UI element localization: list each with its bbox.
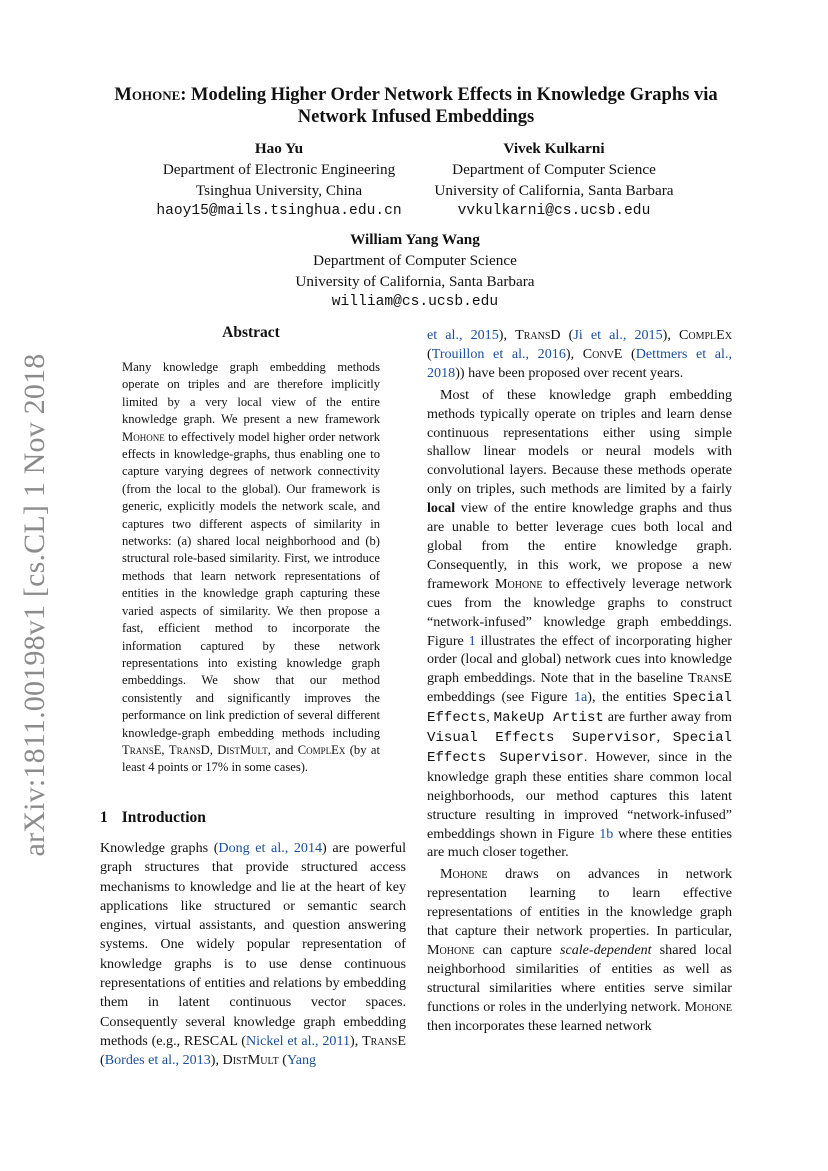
author-dept: Department of Computer Science xyxy=(452,161,656,178)
paragraph: Most of these knowledge graph embedding methods typically operate on triples and learn dense continuous representations either using simple shallow linear models or neural models with convolutional layers. Because these methods operate only on triples, such methods are limited by a fairly local view of the entire knowledge graphs and thus are unable to better leverage cues both local and global from the entire knowledge graph. Consequently, in this work, we propose a new framework Mohone to effectively leverage network cues from the knowledge graphs to construct “network-infused” knowledge graph embeddings. Figure 1 illustrates the effect of incorporating higher order (local and global) network cues into knowledge graph embeddings. Note that in the baseline TransE embeddings (see Figure 1a), the entities Special Effects, MakeUp Artist are further away from Visual Effects Supervisor, Special Effects Supervisor. However, since in the knowledge graph these entities share common local neighborhoods, our method captures this latent structure resulting in improved “network-infused” embeddings shown in Figure 1b where these entities are much closer together. xyxy=(427,386,733,861)
entity-name: Special Effects Supervisor xyxy=(427,730,732,766)
entity-name: Visual Effects Supervisor xyxy=(427,730,657,747)
citation-link[interactable]: et al., 2015 xyxy=(427,327,499,343)
author-email[interactable]: haoy15@mails.tsinghua.edu.cn xyxy=(156,203,402,219)
right-column xyxy=(427,326,732,1036)
citation-link[interactable]: Yang xyxy=(286,1052,317,1069)
author-dept: Department of Computer Science xyxy=(313,252,517,269)
author-email[interactable]: vvkulkarni@cs.ucsb.edu xyxy=(457,203,651,219)
paragraph: Mohone draws on advances in network representation learning to learn effective representations of entities in the knowledge graph that capture their network properties. In particular, Mohone can capture scale-dependent shared local neighborhood similarities of entities as well as structural similarities where entities serve similar functions or roles in the underlying network. Mohone then incorporates these learned network xyxy=(427,866,732,1034)
author-institution: University of California, Santa Barbara xyxy=(295,273,535,290)
paper-title xyxy=(100,84,732,128)
title-framework-name: Mohone xyxy=(114,85,181,105)
author-name: Vivek Kulkarni xyxy=(503,140,605,157)
author-block-2 xyxy=(420,138,688,222)
intro-paragraph-1-left xyxy=(100,839,406,1071)
author-email[interactable]: william@cs.ucsb.edu xyxy=(331,294,499,310)
author-dept: Department of Electronic Engineering xyxy=(162,161,396,178)
citation-link[interactable]: Bordes et al., 2013 xyxy=(104,1052,211,1069)
citation-link[interactable]: Dong et al., 2014 xyxy=(218,840,323,856)
entity-name: Special Effects xyxy=(427,690,732,727)
entity-name: MakeUp Artist xyxy=(493,710,604,727)
citation-link[interactable]: Dettmers et al., 2018 xyxy=(427,345,732,381)
author-block-3 xyxy=(260,229,570,313)
figure-link[interactable]: 1a xyxy=(573,689,588,706)
figure-link[interactable]: 1b xyxy=(599,825,614,842)
abstract-text: Many knowledge graph embedding methods operate on triples and are therefore implicitly limited by a very local view of the entire knowledge graph. We present a new framework Mohone to effectively model higher order network effects in knowledge-graphs, thus enabling one to capture varying degrees of network connectivity (from the local to the global). Our framework is generic, explicitly models the network scale, and captures two different aspects of similarity in networks: (a) shared local neighborhood and (b) structural role-based similarity. First, we introduce methods that learn network representations of entities in the knowledge graph capturing these varied aspects of similarity. We then propose a fast, efficient method to incorporate the information captured by these network representations into existing knowledge graph embeddings. We show that our method consistently and significantly improves the performance on link prediction of several different knowledge-graph embedding methods including TransE, TransD, DistMult, and ComplEx (by at least 4 points or 17% in some cases). xyxy=(122,360,380,775)
author-institution: University of California, Santa Barbara xyxy=(434,182,674,199)
section-number: 1 xyxy=(100,809,108,826)
arxiv-identifier-stamp: arXiv:1811.00198v1 [cs.CL] 1 Nov 2018 xyxy=(18,353,51,856)
citation-link[interactable]: Ji et al., 2015 xyxy=(573,327,663,343)
citation-link[interactable]: Nickel et al., 2011 xyxy=(245,1032,351,1049)
author-name: Hao Yu xyxy=(254,140,304,157)
section-heading-introduction xyxy=(100,809,206,827)
paragraph-continued: et al., 2015), TransD (Ji et al., 2015), ComplEx (Trouillon et al., 2016), ConvE (Dettmers et al., 2018)) have been proposed over recent years. xyxy=(427,327,732,381)
author-institution: Tsinghua University, China xyxy=(195,182,363,199)
author-name: William Yang Wang xyxy=(350,231,480,248)
section-title: Introduction xyxy=(121,809,206,826)
abstract-heading: Abstract xyxy=(222,324,280,341)
citation-link[interactable]: Trouillon et al., 2016 xyxy=(431,345,566,362)
author-block-1 xyxy=(150,138,408,222)
title-text: : Modeling Higher Order Network Effects in Knowledge Graphs via Network Infused Embeddings xyxy=(180,85,718,127)
figure-link[interactable]: 1 xyxy=(468,632,476,649)
paragraph: Knowledge graphs (Dong et al., 2014) are powerful graph structures that provide structured access mechanisms to knowledge and lie at the heart of key applications like structured or semantic search engines, virtual assistants, and question answering systems. One widely popular representation of knowledge graphs is to use dense continuous representations of entities and relations by embedding them in latent continuous vector spaces. Consequently several knowledge graph embedding methods (e.g., RESCAL (Nickel et al., 2011), TransE (Bordes et al., 2013), DistMult (Yang xyxy=(100,840,406,1069)
